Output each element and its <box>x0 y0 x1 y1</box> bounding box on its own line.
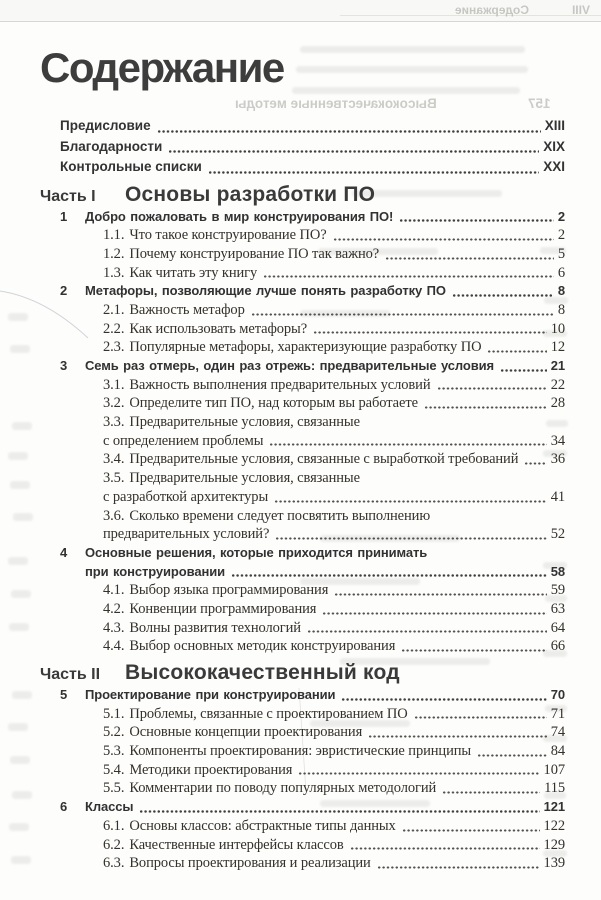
part-label: Часть I <box>40 187 96 205</box>
toc-section-row <box>40 469 565 488</box>
chapter-title: Метафоры, позволяющие лучше понять разработку ПО <box>85 283 446 299</box>
section-title: Волны развития технологий <box>129 619 301 636</box>
chapter-title: Основные решения, которые приходится принимать <box>85 544 428 560</box>
dot-leader <box>500 368 547 373</box>
page-number: XIII <box>544 118 565 133</box>
page-number: 84 <box>550 743 565 760</box>
page-number: 2 <box>557 227 565 244</box>
top-hairline-rule <box>0 21 601 22</box>
page-number: 6 <box>557 264 565 281</box>
dot-leader <box>414 715 547 720</box>
section-number: 3.6. <box>103 507 125 524</box>
dot-leader <box>442 790 540 795</box>
dot-leader <box>377 865 540 870</box>
chapter-title: Проектирование при конструировании <box>85 687 336 702</box>
toc-section-row <box>40 376 565 395</box>
section-title: Как читать эту книгу <box>129 264 258 281</box>
section-title: Что такое конструирование ПО? <box>129 227 327 244</box>
chapter-number: 6 <box>60 799 68 815</box>
section-number: 4.2. <box>103 600 125 617</box>
page-number: 41 <box>550 488 565 505</box>
toc-section-row-continuation <box>40 488 565 507</box>
section-title: Важность метафор <box>129 301 245 318</box>
bleedthrough-page-number-blur <box>11 590 31 598</box>
page-number: 10 <box>550 320 565 337</box>
front-matter-label: Предисловие <box>60 118 151 133</box>
chapter-number: 3 <box>60 358 68 373</box>
toc-section-row-continuation <box>40 432 565 451</box>
section-title-continuation: предварительных условий? <box>103 526 270 543</box>
dot-leader <box>350 846 540 851</box>
toc-front-matter-row <box>40 116 565 137</box>
dot-leader <box>424 405 547 410</box>
chapter-title: Семь раз отмерь, один раз отрежь: предварительные условия <box>85 358 495 373</box>
toc-front-matter-row <box>40 137 565 158</box>
page-number: 66 <box>550 638 565 655</box>
bleedthrough-page-number-blur <box>10 481 30 489</box>
section-number: 5.2. <box>103 724 125 741</box>
bleedthrough-page-number-blur <box>8 313 28 321</box>
section-number: 3.1. <box>103 376 125 393</box>
toc-section-row <box>40 394 565 413</box>
toc-section-row <box>40 817 565 836</box>
page-number: 74 <box>550 724 565 741</box>
section-title: Качественные интерфейсы классов <box>129 836 344 853</box>
part-title: Основы разработки ПО <box>125 182 376 206</box>
section-title: Комментарии по поводу популярных методологий <box>129 780 437 797</box>
toc-section-row <box>40 761 565 780</box>
section-number: 2.1. <box>103 301 125 318</box>
page-number: 58 <box>550 563 565 579</box>
section-title: Определите тип ПО, над которым вы работаете <box>129 395 418 412</box>
dot-leader <box>274 499 547 504</box>
dot-leader <box>368 734 547 739</box>
bleedthrough-page-number: 157 <box>528 96 551 111</box>
toc-section-row <box>40 264 565 283</box>
page-number: 21 <box>550 358 565 373</box>
bleedthrough-page-number-blur <box>13 513 33 521</box>
toc-section-row <box>40 338 565 357</box>
page-number: 34 <box>550 432 565 449</box>
toc-chapter-row <box>40 686 565 705</box>
toc-section-row <box>40 723 565 742</box>
bleedthrough-page-number-blur <box>12 791 32 799</box>
section-title-continuation: с разработкой архитектуры <box>103 488 269 505</box>
toc-chapter-row-continuation <box>40 563 565 582</box>
chapter-number: 2 <box>60 283 68 299</box>
section-title: Предварительные условия, связанные <box>129 470 360 487</box>
dot-leader <box>251 312 554 317</box>
toc-front-matter-row <box>40 157 565 178</box>
bleedthrough-page-number-blur <box>10 756 30 764</box>
section-number: 6.3. <box>103 855 125 872</box>
page-number: XXI <box>543 159 565 174</box>
dot-leader <box>168 149 539 154</box>
section-number: 1.1. <box>103 227 125 244</box>
chapter-number: 1 <box>60 208 68 224</box>
section-number: 6.2. <box>103 836 125 853</box>
section-title: Выбор основных методик конструирования <box>129 638 396 655</box>
bleedthrough-header-title: Содержание <box>455 3 529 17</box>
section-title: Компоненты проектирования: эвристические принципы <box>129 743 472 760</box>
section-title: Методики проектирования <box>129 761 293 778</box>
bleedthrough-page-number-blur <box>9 823 29 831</box>
dot-leader <box>263 274 554 279</box>
page-number: 71 <box>550 705 565 722</box>
section-number: 4.3. <box>103 619 125 636</box>
dot-leader <box>399 218 554 223</box>
page-number: 115 <box>544 780 565 797</box>
dot-leader <box>385 256 554 261</box>
page-number: 22 <box>550 376 565 393</box>
toc-chapter-row <box>40 208 565 227</box>
dot-leader <box>477 753 547 758</box>
section-title: Основные концепции проектирования <box>129 724 363 741</box>
dot-leader <box>307 629 547 634</box>
part-label: Часть II <box>40 666 101 683</box>
front-matter-list <box>40 116 565 178</box>
toc-parts <box>40 182 565 873</box>
section-number: 1.3. <box>103 264 125 281</box>
page-number: XIX <box>543 138 565 154</box>
page-number: 28 <box>550 395 565 412</box>
front-matter-label: Благодарности <box>60 138 163 154</box>
section-title: Почему конструирование ПО так важно? <box>129 245 380 262</box>
toc-part-header <box>40 660 565 686</box>
bleedthrough-page-number-blur <box>8 452 28 460</box>
front-matter-label: Контрольные списки <box>60 159 202 174</box>
bleedthrough-header-rule <box>340 15 601 16</box>
section-number: 5.3. <box>103 743 125 760</box>
toc-section-row <box>40 226 565 245</box>
toc-section-row <box>40 581 565 600</box>
section-title: Предварительные условия, связанные с выработкой требований <box>129 451 519 468</box>
dot-leader <box>401 648 546 653</box>
bleedthrough-page-number-blur <box>8 557 28 565</box>
section-title: Как использовать метафоры? <box>129 320 308 337</box>
section-number: 2.2. <box>103 320 125 337</box>
toc-section-row <box>40 742 565 761</box>
bleedthrough-page-number-blur <box>10 345 30 353</box>
page-number: 63 <box>550 600 565 617</box>
section-number: 3.3. <box>103 414 125 431</box>
section-title: Вопросы проектирования и реализации <box>129 855 371 872</box>
section-number: 5.1. <box>103 705 125 722</box>
dot-leader <box>524 461 546 466</box>
page-number: 107 <box>543 761 565 778</box>
toc-chapter-row <box>40 544 565 563</box>
page-number: 8 <box>557 283 565 299</box>
dot-leader <box>437 386 547 391</box>
toc-section-row-continuation <box>40 525 565 544</box>
page-number: 36 <box>550 451 565 468</box>
dot-leader <box>452 293 554 298</box>
bleedthrough-chapter-line: Высококачественные методы <box>235 96 437 111</box>
toc-section-row <box>40 600 565 619</box>
page-title: Содержание <box>40 44 284 91</box>
page-number: 129 <box>543 836 565 853</box>
dot-leader <box>275 536 546 541</box>
section-number: 4.4. <box>103 638 125 655</box>
toc-section-row <box>40 320 565 339</box>
toc-section-row <box>40 245 565 264</box>
toc-section-row <box>40 450 565 469</box>
chapter-number: 4 <box>60 544 68 560</box>
section-title: Конвенции программирования <box>129 600 317 617</box>
section-title: Выбор языка программирования <box>129 582 329 599</box>
page-number: 12 <box>550 339 565 356</box>
dot-leader <box>333 237 554 242</box>
dot-leader <box>231 573 547 578</box>
section-number: 6.1. <box>103 817 125 834</box>
dot-leader <box>208 170 539 175</box>
bleedthrough-page-number-blur <box>9 623 29 631</box>
dot-leader <box>298 771 539 776</box>
toc-section-row <box>40 619 565 638</box>
section-number: 3.4. <box>103 451 125 468</box>
section-title: Популярные метафоры, характеризующие разработку ПО <box>129 339 482 356</box>
toc-section-row <box>40 301 565 320</box>
section-number: 1.2. <box>103 245 125 262</box>
page-number: 122 <box>543 817 565 834</box>
toc-section-row <box>40 507 565 526</box>
dot-leader <box>269 442 546 447</box>
page-number: 70 <box>550 687 565 702</box>
chapter-title: Добро пожаловать в мир конструирования ПО! <box>85 208 394 224</box>
dot-leader <box>157 129 541 134</box>
chapter-title: Классы <box>85 799 134 815</box>
page-number: 64 <box>550 619 565 636</box>
page-number: 139 <box>543 855 565 872</box>
bleedthrough-page-number-blur <box>12 691 32 699</box>
toc-content <box>40 46 565 873</box>
dot-leader <box>322 611 546 616</box>
toc-section-row <box>40 637 565 656</box>
toc-section-row <box>40 854 565 873</box>
section-title: Основы классов: абстрактные типы данных <box>129 817 396 834</box>
toc-part-header <box>40 182 565 208</box>
section-title: Предварительные условия, связанные <box>129 414 360 431</box>
toc-chapter-row <box>40 798 565 817</box>
toc-section-row <box>40 779 565 798</box>
bleedthrough-page-number-blur <box>8 723 28 731</box>
section-number: 5.5. <box>103 780 125 797</box>
toc-chapter-row <box>40 357 565 376</box>
page-number: 121 <box>543 799 565 815</box>
page-number: 52 <box>550 526 565 543</box>
section-number: 4.1. <box>103 582 125 599</box>
section-number: 5.4. <box>103 761 125 778</box>
section-title: Сколько времени следует посвятить выполнению <box>129 507 431 524</box>
toc-chapter-row <box>40 282 565 301</box>
page-number: 59 <box>550 582 565 599</box>
section-title-continuation: с определением проблемы <box>103 432 264 449</box>
page-number: 8 <box>557 301 565 318</box>
part-title: Высококачественный код <box>125 661 400 684</box>
bleedthrough-header-page-number: VIII <box>572 3 591 17</box>
page-top-edge <box>0 0 601 21</box>
dot-leader <box>334 592 546 597</box>
dot-leader <box>313 330 547 335</box>
chapter-title-continuation: при конструировании <box>85 563 225 579</box>
section-title: Важность выполнения предварительных условий <box>129 376 431 393</box>
dot-leader <box>139 809 539 814</box>
page-number: 2 <box>557 208 565 224</box>
toc-section-row <box>40 836 565 855</box>
chapter-number: 5 <box>60 687 68 702</box>
section-title: Проблемы, связанные с проектированием ПО <box>129 705 408 722</box>
bleedthrough-page-number-blur <box>11 856 31 864</box>
toc-section-row <box>40 413 565 432</box>
toc-section-row <box>40 705 565 724</box>
section-number: 3.5. <box>103 470 125 487</box>
dot-leader <box>341 697 546 702</box>
bleedthrough-page-number-blur <box>12 422 32 430</box>
section-number: 3.2. <box>103 395 125 412</box>
page-number: 5 <box>557 245 565 262</box>
dot-leader <box>487 349 546 354</box>
section-number: 2.3. <box>103 339 125 356</box>
dot-leader <box>402 828 540 833</box>
